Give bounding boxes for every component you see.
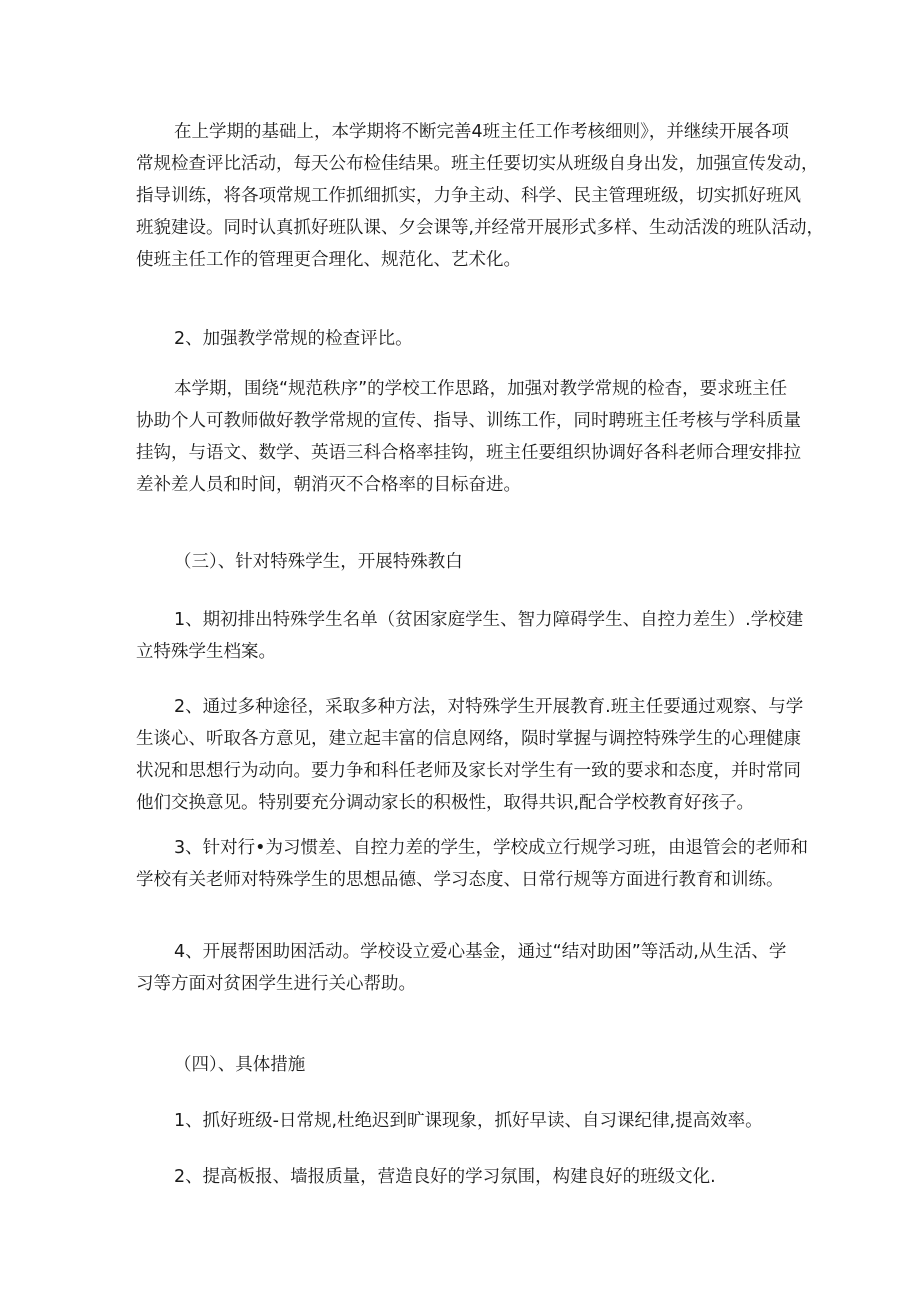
paragraph-item-2-teaching-routine: [170, 323, 810, 355]
paragraph-item-3-behavior-class: [136, 832, 810, 896]
text-line: 2、加强教学常规的检查评比。: [174, 329, 413, 349]
text-line: 生谈心、听取各方意见，建立起丰富的信息网络，陨时掌握与调控特殊学生的心理健康: [136, 729, 801, 749]
text-line: 在上学期的基础上，本学期将不断完善4班主任工作考核细则》，并继续开展各项: [174, 122, 789, 142]
text-line: 习等方面对贫困学生进行关心帮助。: [136, 974, 416, 994]
paragraph-semester-plan: [136, 373, 810, 501]
section-heading-text: （三）、针对特殊学生，开展特殊教白: [174, 552, 463, 572]
section-heading-text: （四）、具体措施: [174, 1055, 306, 1075]
text-line: 1、期初排出特殊学生名单（贫困家庭学生、智力障碍学生、自控力差生）.学校建: [174, 610, 804, 630]
paragraph-item-4-poverty-assistance: [136, 936, 810, 1000]
section-heading-3: [170, 546, 810, 578]
text-line: 1、抓好班级-日常规,杜绝迟到旷课现象，抓好早读、自习课纪律,提高效率。: [174, 1111, 763, 1131]
text-line: 班貌建设。同时认真抓好班队课、夕会课等,并经常开展形式多样、生动活泼的班队活动，: [136, 218, 825, 238]
paragraph-measure-2: [170, 1161, 810, 1193]
text-line: 他们交换意见。特别要充分调动家长的积极性，取得共识,配合学校教育好孩子。: [136, 793, 755, 813]
text-line: 差补差人员和时间，朝消灭不合格率的目标奋进。: [136, 475, 521, 495]
text-line: 状况和思想行为动向。要力争和科任老师及家长对学生有一致的要求和态度，并时常同: [136, 761, 801, 781]
text-line: 常规检查评比活动，每天公布检佳结果。班主任要切实从班级自身出发，加强宣传发动，: [136, 154, 819, 174]
text-line: 2、通过多种途径，采取多种方法，对特殊学生开展教育.班主任要通过观察、与学: [174, 697, 804, 717]
text-line: 3、针对行•为习惯差、自控力差的学生，学校成立行规学习班，由退管会的老师和: [174, 838, 808, 858]
section-heading-4: [170, 1049, 810, 1081]
text-line: 立特殊学生档案。: [136, 642, 276, 662]
paragraph-item-1-special-students-list: [136, 604, 810, 668]
text-line: 挂钩，与语文、数学、英语三科合格率挂钩，班主任要组织协调好各科老师合理安排拉: [136, 443, 801, 463]
paragraph-class-management: [136, 116, 825, 276]
text-line: 指导训练，将各项常规工作抓细抓实，力争主动、科学、民主管理班级，切实抓好班风: [136, 186, 801, 206]
paragraph-item-2-special-education: [136, 691, 810, 819]
text-line: 4、开展帮困助困活动。学校设立爱心基金，通过“结对助困”等活动,从生活、学: [174, 942, 787, 962]
text-line: 本学期，围绕“规范秩序”的学校工作思路，加强对教学常规的检杳，要求班主任: [174, 379, 788, 399]
text-line: 使班主任工作的管理更合理化、规范化、艺术化。: [136, 250, 521, 270]
text-line: 学校有关老师对特殊学生的思想品德、学习态度、日常行规等方面进行教育和训练。: [136, 870, 784, 890]
text-line: 2、提高板报、墙报质量，营造良好的学习氛围，构建良好的班级文化.: [174, 1167, 716, 1187]
paragraph-measure-1: [170, 1105, 810, 1137]
text-line: 协助个人可教师做好教学常规的宣传、指导、训练工作，同时聘班主任考核与学科质量: [136, 411, 801, 431]
